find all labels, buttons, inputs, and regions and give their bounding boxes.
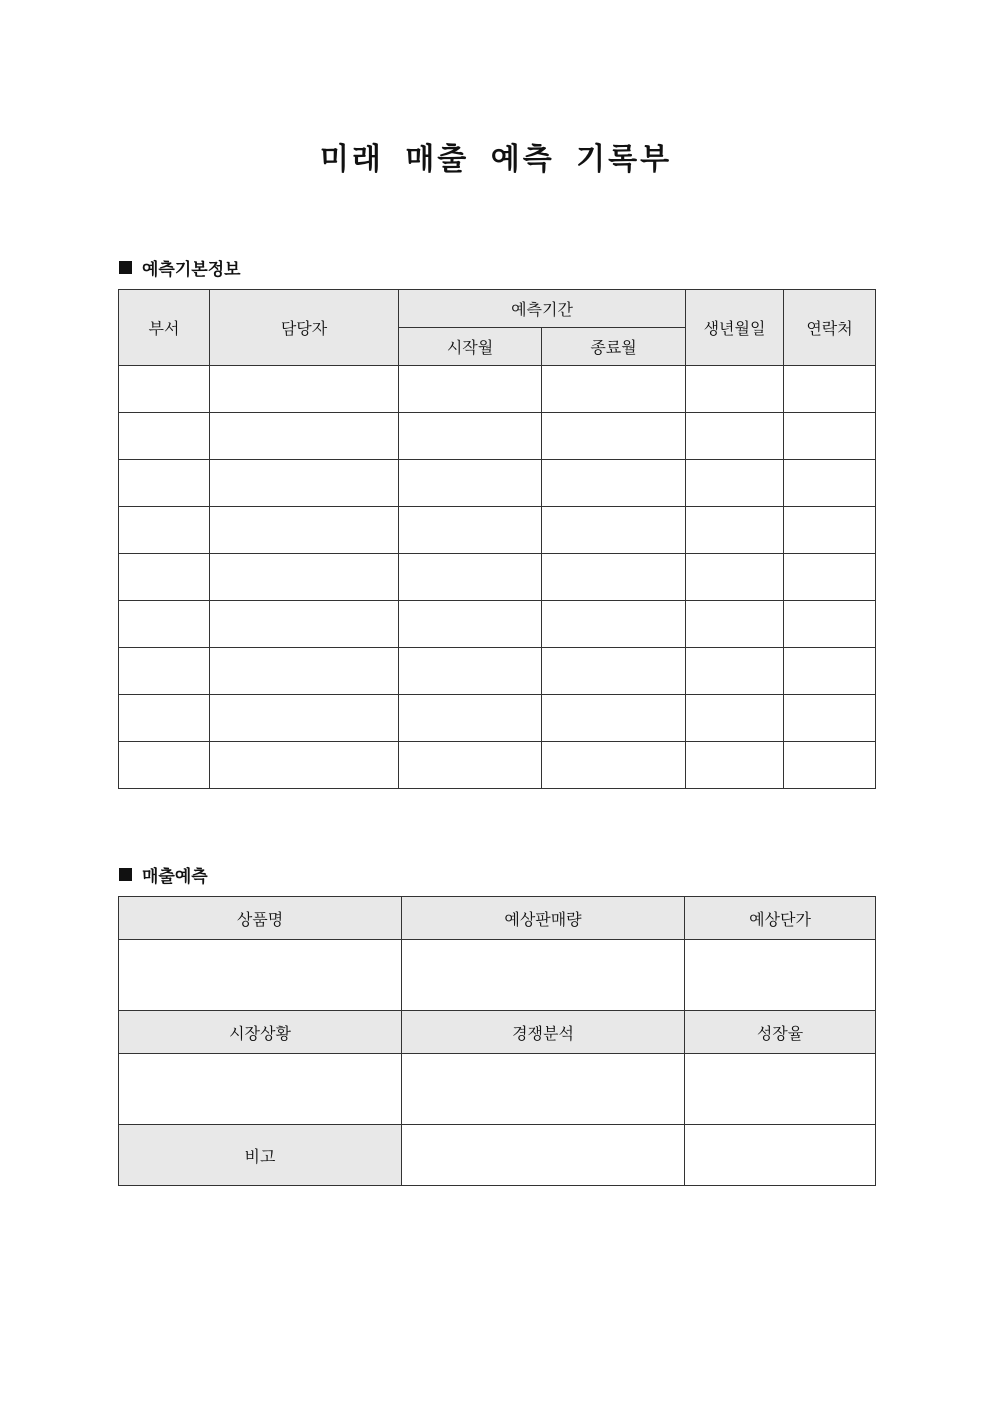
contact-cell[interactable] <box>784 554 876 601</box>
manager-cell[interactable] <box>210 507 399 554</box>
dept-cell[interactable] <box>119 460 210 507</box>
end-month-cell[interactable] <box>542 413 686 460</box>
table-row <box>119 601 876 648</box>
contact-cell[interactable] <box>784 695 876 742</box>
manager-cell[interactable] <box>210 695 399 742</box>
table-row <box>119 742 876 789</box>
table-row <box>119 1125 876 1186</box>
section-heading-label: 예측기본정보 <box>142 260 241 280</box>
section-heading-basic-info <box>119 255 241 280</box>
start-month-cell[interactable] <box>399 460 542 507</box>
contact-cell[interactable] <box>784 460 876 507</box>
birthdate-cell[interactable] <box>686 413 784 460</box>
header-contact: 연락처 <box>784 290 876 366</box>
header-end-month: 종료월 <box>542 328 686 366</box>
header-product-name: 상품명 <box>119 897 402 940</box>
growth-rate-cell[interactable] <box>685 1054 876 1125</box>
header-market-situation: 시장상황 <box>119 1011 402 1054</box>
birthdate-cell[interactable] <box>686 648 784 695</box>
header-birthdate: 생년월일 <box>686 290 784 366</box>
expected-unit-price-cell[interactable] <box>685 940 876 1011</box>
birthdate-cell[interactable] <box>686 507 784 554</box>
start-month-cell[interactable] <box>399 507 542 554</box>
market-situation-cell[interactable] <box>119 1054 402 1125</box>
manager-cell[interactable] <box>210 648 399 695</box>
header-competition-analysis: 경쟁분석 <box>402 1011 685 1054</box>
birthdate-cell[interactable] <box>686 460 784 507</box>
header-forecast-period: 예측기간 <box>399 290 686 328</box>
birthdate-cell[interactable] <box>686 554 784 601</box>
manager-cell[interactable] <box>210 742 399 789</box>
table-row <box>119 366 876 413</box>
header-growth-rate: 성장율 <box>685 1011 876 1054</box>
end-month-cell[interactable] <box>542 460 686 507</box>
start-month-cell[interactable] <box>399 366 542 413</box>
contact-cell[interactable] <box>784 742 876 789</box>
contact-cell[interactable] <box>784 601 876 648</box>
section-heading-sales-forecast <box>119 862 208 887</box>
sales-forecast-table <box>118 896 876 1186</box>
start-month-cell[interactable] <box>399 742 542 789</box>
start-month-cell[interactable] <box>399 413 542 460</box>
dept-cell[interactable] <box>119 554 210 601</box>
header-dept: 부서 <box>119 290 210 366</box>
header-expected-unit-price: 예상단가 <box>685 897 876 940</box>
birthdate-cell[interactable] <box>686 742 784 789</box>
square-bullet-icon <box>119 868 132 881</box>
header-start-month: 시작월 <box>399 328 542 366</box>
table-row <box>119 648 876 695</box>
table-row <box>119 695 876 742</box>
dept-cell[interactable] <box>119 648 210 695</box>
birthdate-cell[interactable] <box>686 601 784 648</box>
note-label: 비고 <box>119 1125 402 1186</box>
manager-cell[interactable] <box>210 554 399 601</box>
dept-cell[interactable] <box>119 366 210 413</box>
page-title: 미래 매출 예측 기록부 <box>319 142 673 177</box>
square-bullet-icon <box>119 261 132 274</box>
expected-sales-volume-cell[interactable] <box>402 940 685 1011</box>
dept-cell[interactable] <box>119 601 210 648</box>
competition-analysis-cell[interactable] <box>402 1054 685 1125</box>
manager-cell[interactable] <box>210 460 399 507</box>
start-month-cell[interactable] <box>399 648 542 695</box>
end-month-cell[interactable] <box>542 648 686 695</box>
start-month-cell[interactable] <box>399 554 542 601</box>
birthdate-cell[interactable] <box>686 695 784 742</box>
dept-cell[interactable] <box>119 695 210 742</box>
manager-cell[interactable] <box>210 366 399 413</box>
end-month-cell[interactable] <box>542 695 686 742</box>
dept-cell[interactable] <box>119 507 210 554</box>
contact-cell[interactable] <box>784 366 876 413</box>
table-row <box>119 460 876 507</box>
table-row <box>119 413 876 460</box>
end-month-cell[interactable] <box>542 601 686 648</box>
end-month-cell[interactable] <box>542 507 686 554</box>
header-manager: 담당자 <box>210 290 399 366</box>
table-row <box>119 554 876 601</box>
dept-cell[interactable] <box>119 413 210 460</box>
dept-cell[interactable] <box>119 742 210 789</box>
contact-cell[interactable] <box>784 507 876 554</box>
table-row <box>119 1054 876 1125</box>
manager-cell[interactable] <box>210 601 399 648</box>
note-extra-cell[interactable] <box>685 1125 876 1186</box>
product-name-cell[interactable] <box>119 940 402 1011</box>
end-month-cell[interactable] <box>542 366 686 413</box>
manager-cell[interactable] <box>210 413 399 460</box>
contact-cell[interactable] <box>784 648 876 695</box>
start-month-cell[interactable] <box>399 695 542 742</box>
end-month-cell[interactable] <box>542 554 686 601</box>
note-cell[interactable] <box>402 1125 685 1186</box>
header-expected-sales-volume: 예상판매량 <box>402 897 685 940</box>
contact-cell[interactable] <box>784 413 876 460</box>
end-month-cell[interactable] <box>542 742 686 789</box>
table-row <box>119 940 876 1011</box>
birthdate-cell[interactable] <box>686 366 784 413</box>
section-heading-label: 매출예측 <box>142 867 208 887</box>
table-row <box>119 507 876 554</box>
forecast-info-table <box>118 289 876 789</box>
start-month-cell[interactable] <box>399 601 542 648</box>
